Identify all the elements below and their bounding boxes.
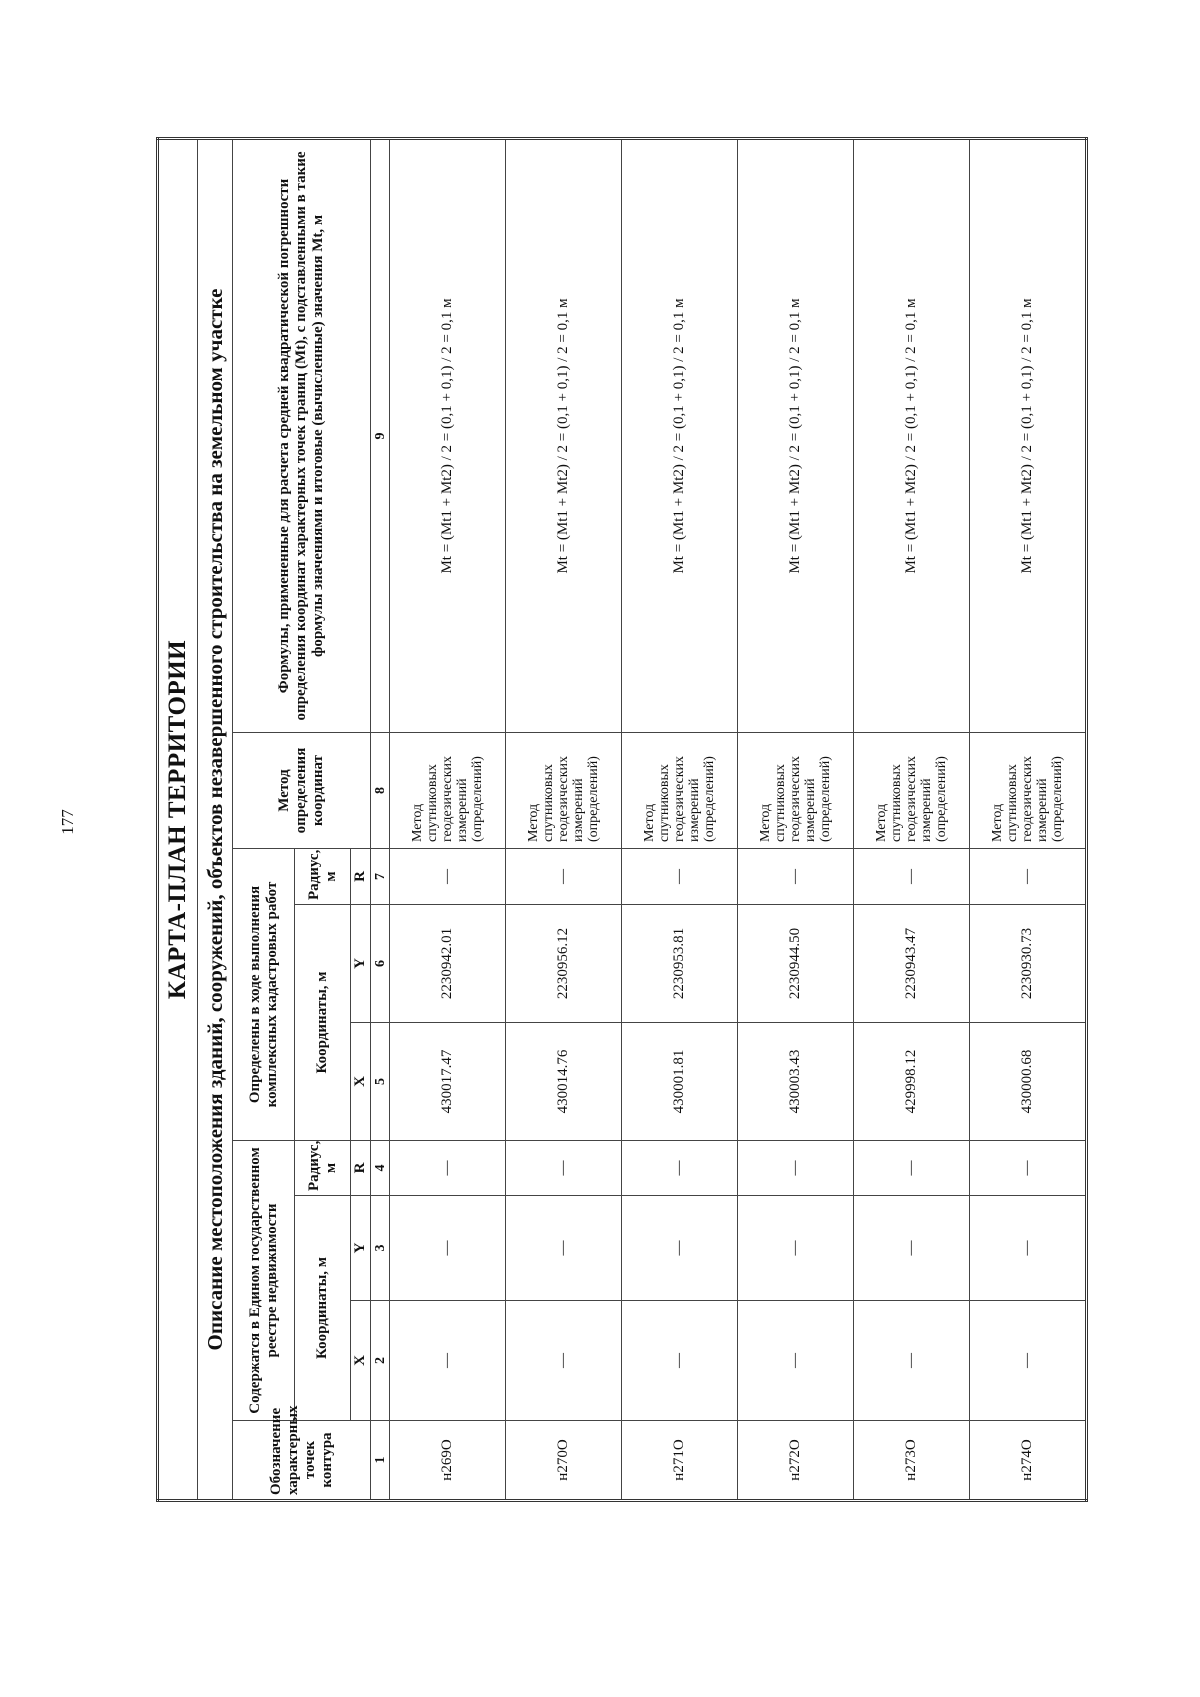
table-row [737, 138, 853, 1500]
header-kkr-y: Y [351, 905, 371, 1023]
coord-x: 430017.47 [390, 1023, 506, 1141]
formula: Mt = (Mt1 + Mt2) / 2 = (0,1 + 0,1) / 2 = 0,1 м [969, 138, 1086, 732]
header-egrn-y: Y [351, 1196, 371, 1301]
point-id: н274О [969, 1421, 1086, 1501]
coord-x: 430000.68 [969, 1023, 1086, 1141]
coord-y: 2230944.50 [737, 905, 853, 1023]
radius: — [969, 849, 1086, 905]
formula: Mt = (Mt1 + Mt2) / 2 = (0,1 + 0,1) / 2 = 0,1 м [390, 138, 506, 732]
egrn-x: — [621, 1301, 737, 1421]
radius: — [621, 849, 737, 905]
column-number: 6 [371, 905, 390, 1023]
header-formula: Формулы, примененные для расчета средней квадратической погрешности определения координат характерных точек границ (Mt), с подставленными в такие формулы значениями и итоговые (вычисленные) значения Mt, м [233, 138, 371, 732]
method: Метод спутниковых геодезических измерений (определений) [737, 733, 853, 849]
column-number: 9 [371, 138, 390, 732]
radius: — [505, 849, 621, 905]
radius: — [390, 849, 506, 905]
coord-y: 2230943.47 [853, 905, 969, 1023]
document-title: КАРТА-ПЛАН ТЕРРИТОРИИ [158, 138, 198, 1500]
radius: — [737, 849, 853, 905]
point-id: н270О [505, 1421, 621, 1501]
formula: Mt = (Mt1 + Mt2) / 2 = (0,1 + 0,1) / 2 = 0,1 м [853, 138, 969, 732]
egrn-y: — [853, 1196, 969, 1301]
egrn-y: — [621, 1196, 737, 1301]
coord-y: 2230956.12 [505, 905, 621, 1023]
header-egrn-x: X [351, 1301, 371, 1421]
rotated-page [156, 140, 1088, 1502]
header-kkr-coords: Координаты, м [295, 905, 351, 1141]
formula: Mt = (Mt1 + Mt2) / 2 = (0,1 + 0,1) / 2 = 0,1 м [621, 138, 737, 732]
egrn-y: — [737, 1196, 853, 1301]
egrn-radius: — [505, 1141, 621, 1196]
header-method: Метод определения координат [233, 733, 371, 849]
coord-x: 429998.12 [853, 1023, 969, 1141]
formula: Mt = (Mt1 + Mt2) / 2 = (0,1 + 0,1) / 2 = 0,1 м [737, 138, 853, 732]
table-sheet [156, 140, 1088, 1502]
egrn-y: — [969, 1196, 1086, 1301]
egrn-x: — [853, 1301, 969, 1421]
point-id: н269О [390, 1421, 506, 1501]
header-kkr-x: X [351, 1023, 371, 1141]
point-id: н271О [621, 1421, 737, 1501]
coord-y: 2230953.81 [621, 905, 737, 1023]
egrn-radius: — [969, 1141, 1086, 1196]
header-egrn-r: R [351, 1141, 371, 1196]
point-id: н272О [737, 1421, 853, 1501]
column-number: 4 [371, 1141, 390, 1196]
point-id: н273О [853, 1421, 969, 1501]
coord-y: 2230930.73 [969, 905, 1086, 1023]
method: Метод спутниковых геодезических измерений (определений) [390, 733, 506, 849]
header-egrn-radius: Радиус, м [295, 1141, 351, 1196]
egrn-x: — [390, 1301, 506, 1421]
egrn-x: — [737, 1301, 853, 1421]
table-row [390, 138, 506, 1500]
coord-x: 430014.76 [505, 1023, 621, 1141]
header-kkr-radius: Радиус, м [295, 849, 351, 905]
formula: Mt = (Mt1 + Mt2) / 2 = (0,1 + 0,1) / 2 = 0,1 м [505, 138, 621, 732]
table-subtitle: Описание местоположения зданий, сооружений, объектов незавершенного строительства на земельном участке [198, 138, 233, 1500]
coordinates-table [156, 137, 1088, 1502]
egrn-y: — [390, 1196, 506, 1301]
egrn-radius: — [390, 1141, 506, 1196]
column-number: 1 [371, 1421, 390, 1501]
page-number: 177 [58, 809, 77, 835]
method: Метод спутниковых геодезических измерений (определений) [621, 733, 737, 849]
egrn-radius: — [621, 1141, 737, 1196]
header-egrn: Содержатся в Едином государственном реестре недвижимости [233, 1141, 295, 1421]
method: Метод спутниковых геодезических измерений (определений) [505, 733, 621, 849]
egrn-y: — [505, 1196, 621, 1301]
column-number: 7 [371, 849, 390, 905]
egrn-radius: — [853, 1141, 969, 1196]
method: Метод спутниковых геодезических измерений (определений) [853, 733, 969, 849]
column-number: 8 [371, 733, 390, 849]
header-kkr: Определены в ходе выполнения комплексных кадастровых работ [233, 849, 295, 1141]
table-row [853, 138, 969, 1500]
header-kkr-r: R [351, 849, 371, 905]
radius: — [853, 849, 969, 905]
table-row [621, 138, 737, 1500]
table-row [969, 138, 1086, 1500]
coord-y: 2230942.01 [390, 905, 506, 1023]
column-number: 2 [371, 1301, 390, 1421]
header-point: Обозначение характерных точек контура [233, 1421, 371, 1501]
egrn-x: — [969, 1301, 1086, 1421]
egrn-radius: — [737, 1141, 853, 1196]
coord-x: 430001.81 [621, 1023, 737, 1141]
column-number: 5 [371, 1023, 390, 1141]
egrn-x: — [505, 1301, 621, 1421]
header-egrn-coords: Координаты, м [295, 1196, 351, 1421]
coord-x: 430003.43 [737, 1023, 853, 1141]
column-number: 3 [371, 1196, 390, 1301]
table-row [505, 138, 621, 1500]
method: Метод спутниковых геодезических измерений (определений) [969, 733, 1086, 849]
